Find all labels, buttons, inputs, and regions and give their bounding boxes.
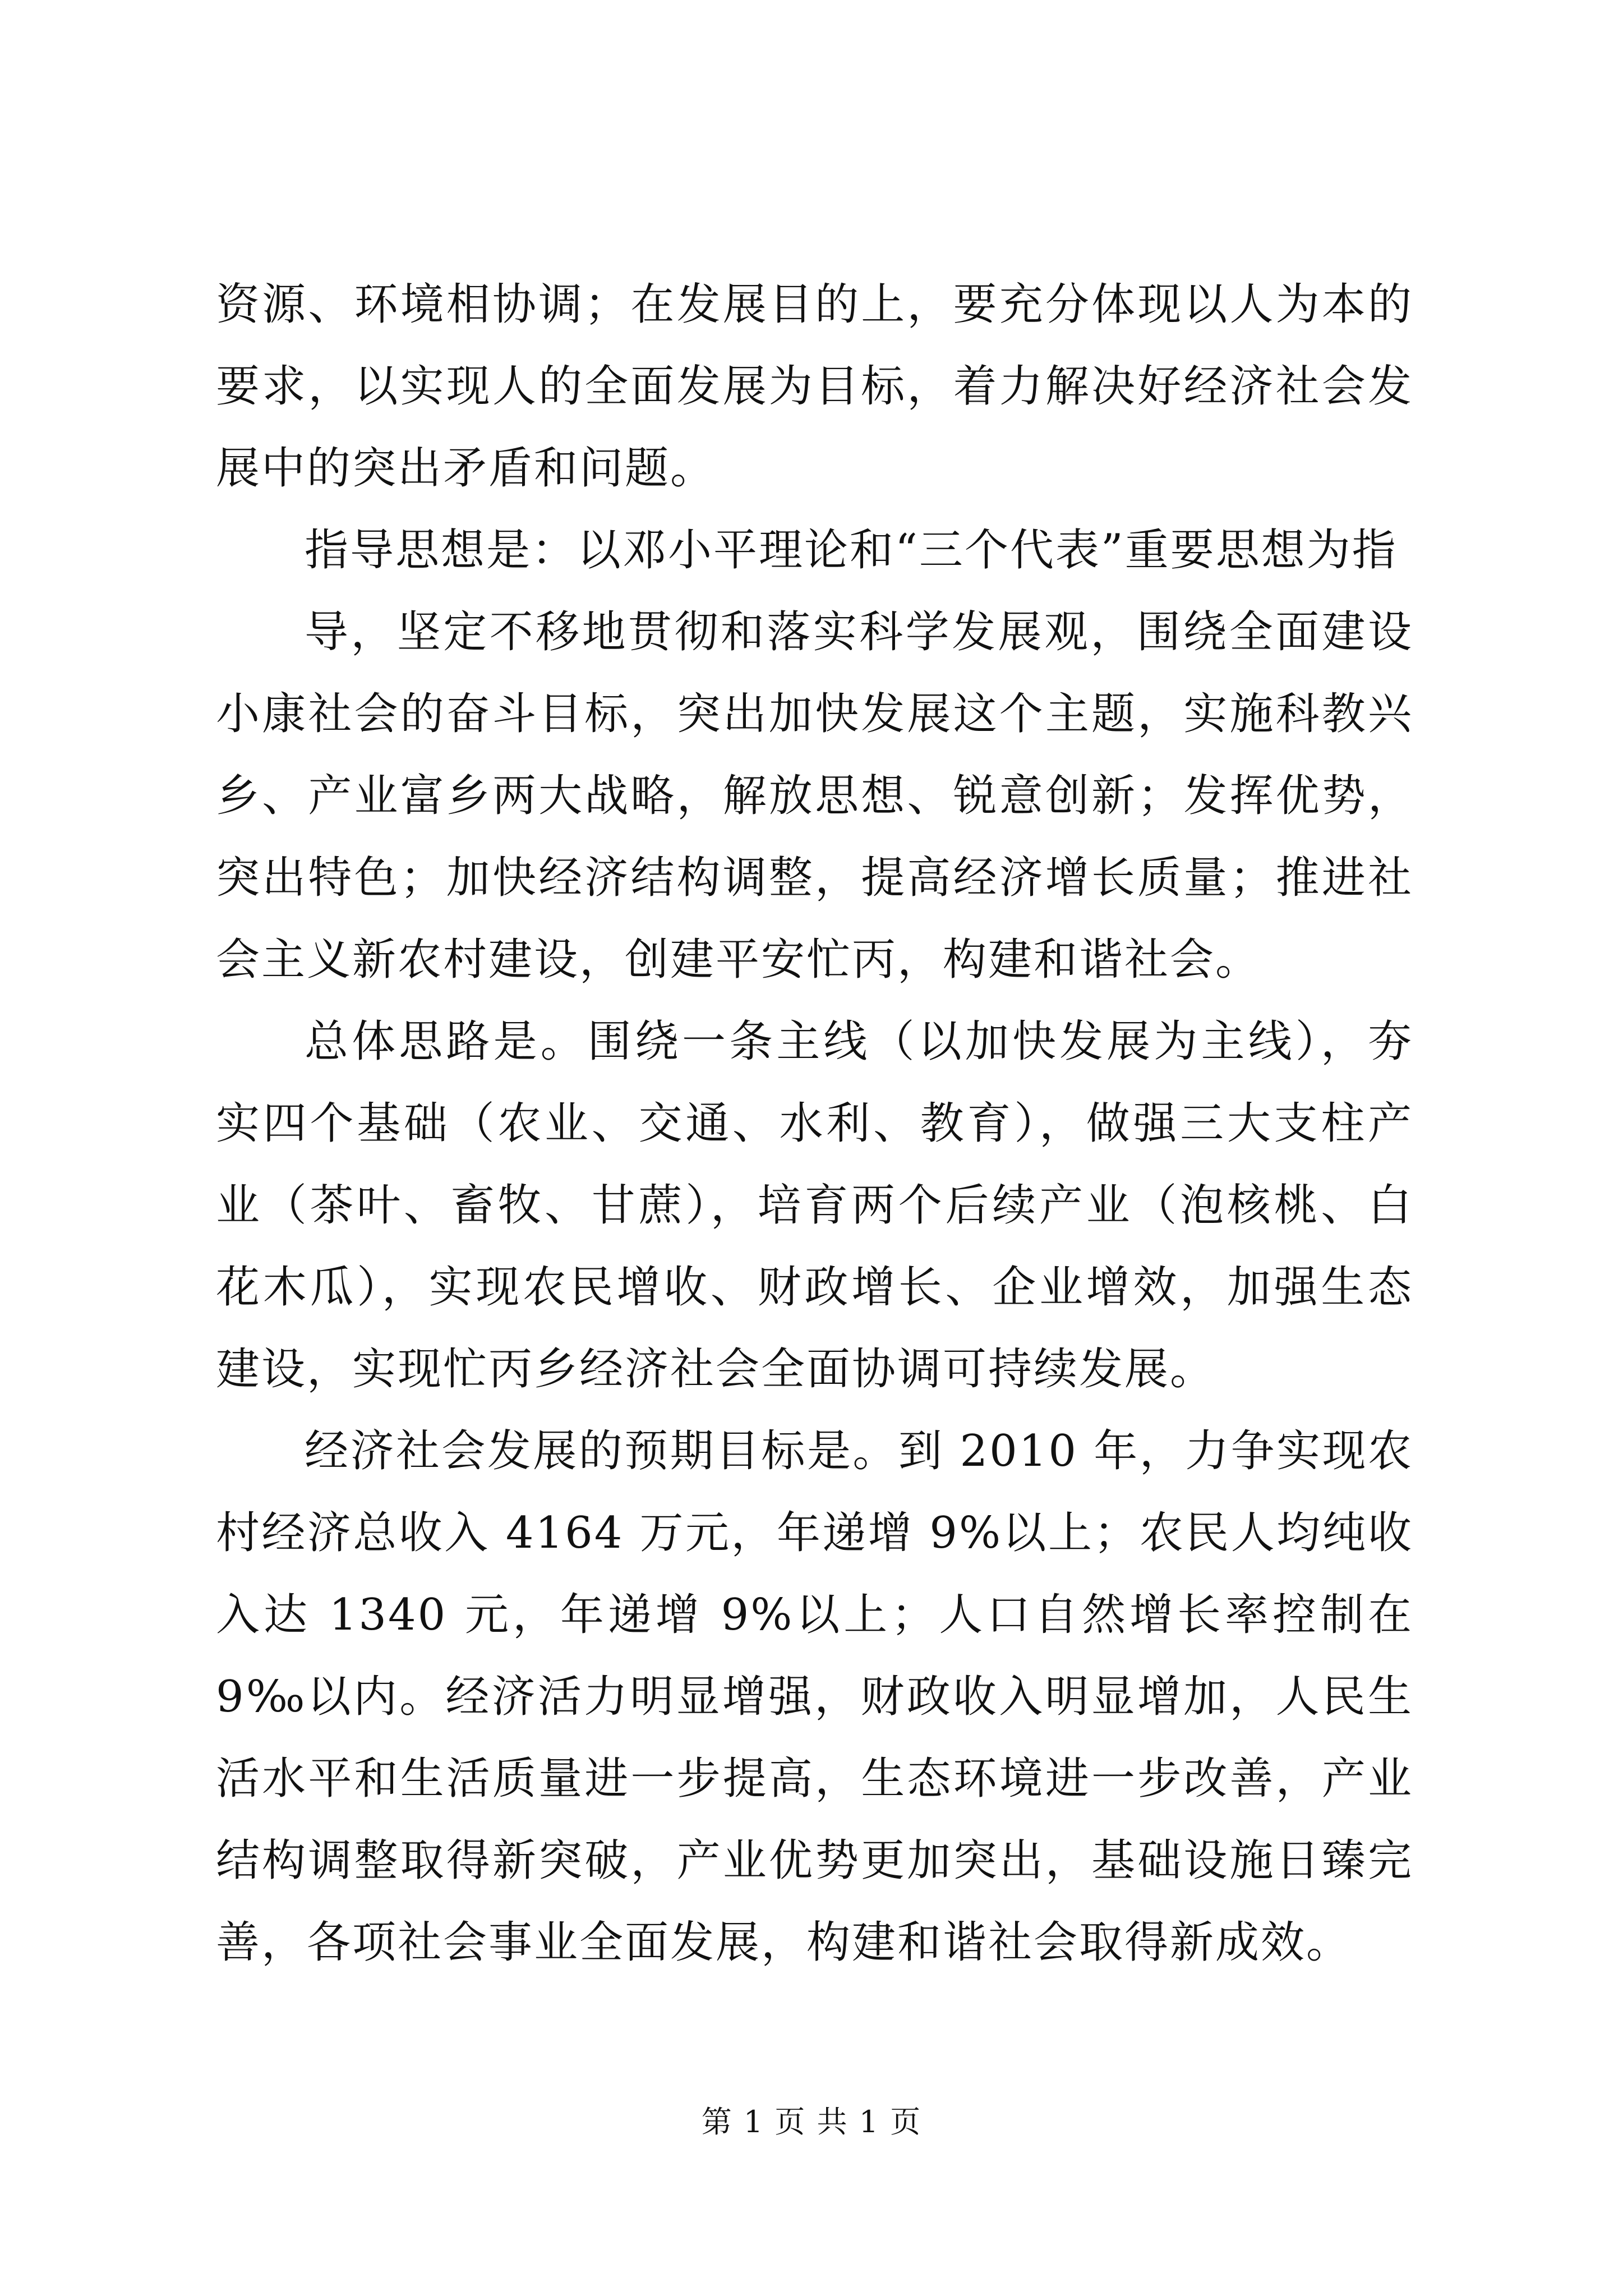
page-footer: 第 1 页 共 1 页 [701,2104,922,2139]
paragraph-guiding-ideology-continued: 导，坚定不移地贯彻和落实科学发展观，围绕全面建设小康社会的奋斗目标，突出加快发展这个主题，实施科教兴乡、产业富乡两大战略，解放思想、锐意创新；发挥优势，突出特色；加快经济结构调整，提高经济增长质量；推进社会主义新农村建设，创建平安忙丙，构建和谐社会。 [216,607,1413,985]
paragraph-overall-approach: 总体思路是。围绕一条主线（以加快发展为主线），夯实四个基础（农业、交通、水利、教育），做强三大支柱产业（茶叶、畜牧、甘蔗），培育两个后续产业（泡核桃、白花木瓜），实现农民增收、财政增长、企业增效，加强生态建设，实现忙丙乡经济社会全面协调可持续发展。 [216,1016,1413,1395]
document-body [216,264,1413,1984]
paragraph-guiding-ideology: 指导思想是：以邓小平理论和“三个代表”重要思想为指 [305,525,1398,576]
paragraph-expected-targets: 经济社会发展的预期目标是。到 2010 年，力争实现农村经济总收入 4164 万元，年递增 9%以上；农民人均纯收入达 1340 元，年递增 9%以上；人口自然增长率控制在 9‰以内。经济活力明显增强，财政收入明显增加，人民生活水平和生活质量进一步提高，生态环境进一步改善，产业结构调整取得新突破，产业优势更加突出，基础设施日臻完善，各项社会事业全面发展，构建和谐社会取得新成效。 [216,1426,1413,1968]
paragraph-continuation: 资源、环境相协调；在发展目的上，要充分体现以人为本的要求，以实现人的全面发展为目标，着力解决好经济社会发展中的突出矛盾和问题。 [216,279,1413,494]
